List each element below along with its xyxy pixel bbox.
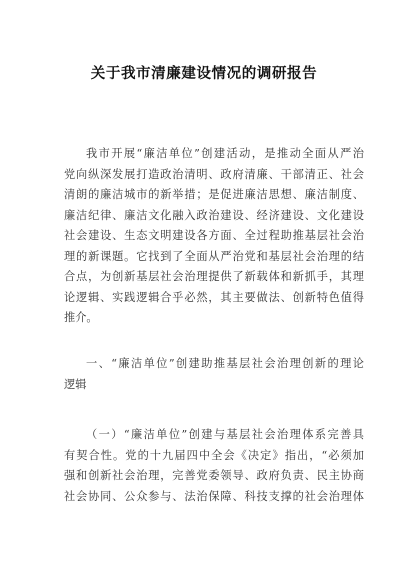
paragraph-line: 论逻辑、实践逻辑合乎必然，其主要做法、创新特色值得	[64, 290, 364, 304]
paragraph-line: （一）“廉洁单位”创建与基层社会治理体系完善具	[86, 428, 364, 441]
paragraph-line: 党向纵深发展打造政治清明、政府清廉、干部清正、社会	[64, 167, 364, 181]
paragraph-line: 强和创新社会治理，完善党委领导、政府负责、民主协商	[64, 469, 364, 482]
paragraph-line: 我市开展“廉洁单位”创建活动，是推动全面从严治	[86, 147, 364, 160]
paragraph-line: 廉洁纪律、廉洁文化融入政治建设、经济建设、文化建设	[64, 208, 364, 222]
paragraph-line: 有契合性。党的十九届四中全会《决定》指出，“必须加	[64, 448, 364, 462]
paragraph-line: 推介。	[64, 311, 98, 324]
paragraph-line: 理的新课题。它找到了全面从严治党和基层社会治理的结	[64, 249, 364, 263]
intro-paragraph	[64, 144, 364, 329]
paragraph-line: 社会协同、公众参与、法治保障、科技支撑的社会治理体	[64, 489, 364, 503]
subsection-paragraph	[64, 425, 364, 507]
paragraph-line: 社会建设、生态文明建设各方面、全过程助推基层社会治	[64, 229, 364, 242]
paragraph-line: 合点，为创新基层社会治理提供了新载体和新抓手，其理	[64, 270, 364, 283]
document-title: 关于我市清廉建设情况的调研报告	[90, 66, 318, 82]
paragraph-line: 清朗的廉洁城市的新举措；是促进廉洁思想、廉洁制度、	[64, 188, 364, 201]
heading-line: 逻辑	[64, 377, 87, 391]
heading-line: 一、“廉洁单位”创建助推基层社会治理创新的理论	[86, 357, 364, 370]
section-heading	[64, 354, 364, 395]
